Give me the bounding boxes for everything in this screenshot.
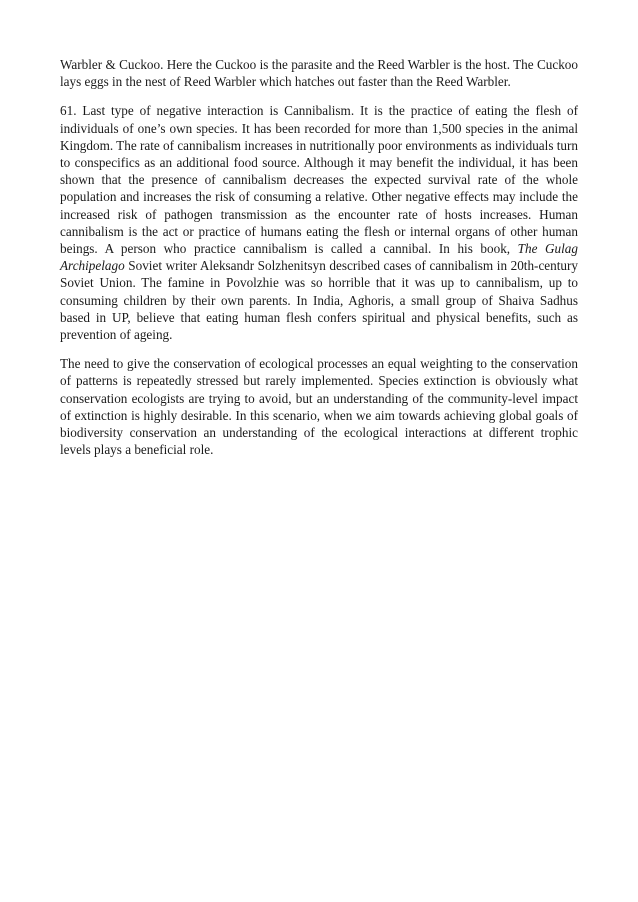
cannibalism-text-part-2: Soviet writer Aleksandr Solzhenitsyn described cases of cannibalism in 20th-century Soviet Union. The famine in Povolzhie was so horrible that it was up to cannibalism, up to consuming children by their own parents. In India, Aghoris, a small group of Shaiva Sadhus based in UP, believe that eating human flesh confers spiritual and physical benefits, such as prevention of ageing. <box>60 258 578 343</box>
document-page <box>60 56 578 470</box>
paragraph-cuckoo-warbler: Warbler & Cuckoo. Here the Cuckoo is the parasite and the Reed Warbler is the host. The Cuckoo lays eggs in the nest of Reed Warbler which hatches out faster than the Reed Warbler. <box>60 57 578 90</box>
paragraph-conservation: The need to give the conservation of ecological processes an equal weighting to the conservation of patterns is repeatedly stressed but rarely implemented. Species extinction is obviously what conservation ecologists are trying to avoid, but an understanding of the community-level impact of extinction is highly desirable. In this scenario, when we aim towards achieving global goals of biodiversity conservation an understanding of the ecological interactions at different trophic levels plays a beneficial role. <box>60 356 578 458</box>
paragraph-cannibalism <box>60 102 578 343</box>
book-title: The Gulag Archipelago <box>60 241 578 274</box>
cannibalism-text-part-1: 61. Last type of negative interaction is Cannibalism. It is the practice of eating the flesh of individuals of one’s own species. It has been recorded for more than 1,500 species in the animal Kingdom. The rate of cannibalism increases in nutritionally poor environments as individuals turn to conspecifics as an additional food source. Although it may benefit the individual, it has been shown that the presence of cannibalism decreases the expected survival rate of the whole population and increases the risk of consuming a relative. Other negative effects may include the increased risk of pathogen transmission as the encounter rate of hosts increases. Human cannibalism is the act or practice of humans eating the flesh or internal organs of other human beings. A person who practice cannibalism is called a cannibal. In his book, <box>60 103 578 257</box>
